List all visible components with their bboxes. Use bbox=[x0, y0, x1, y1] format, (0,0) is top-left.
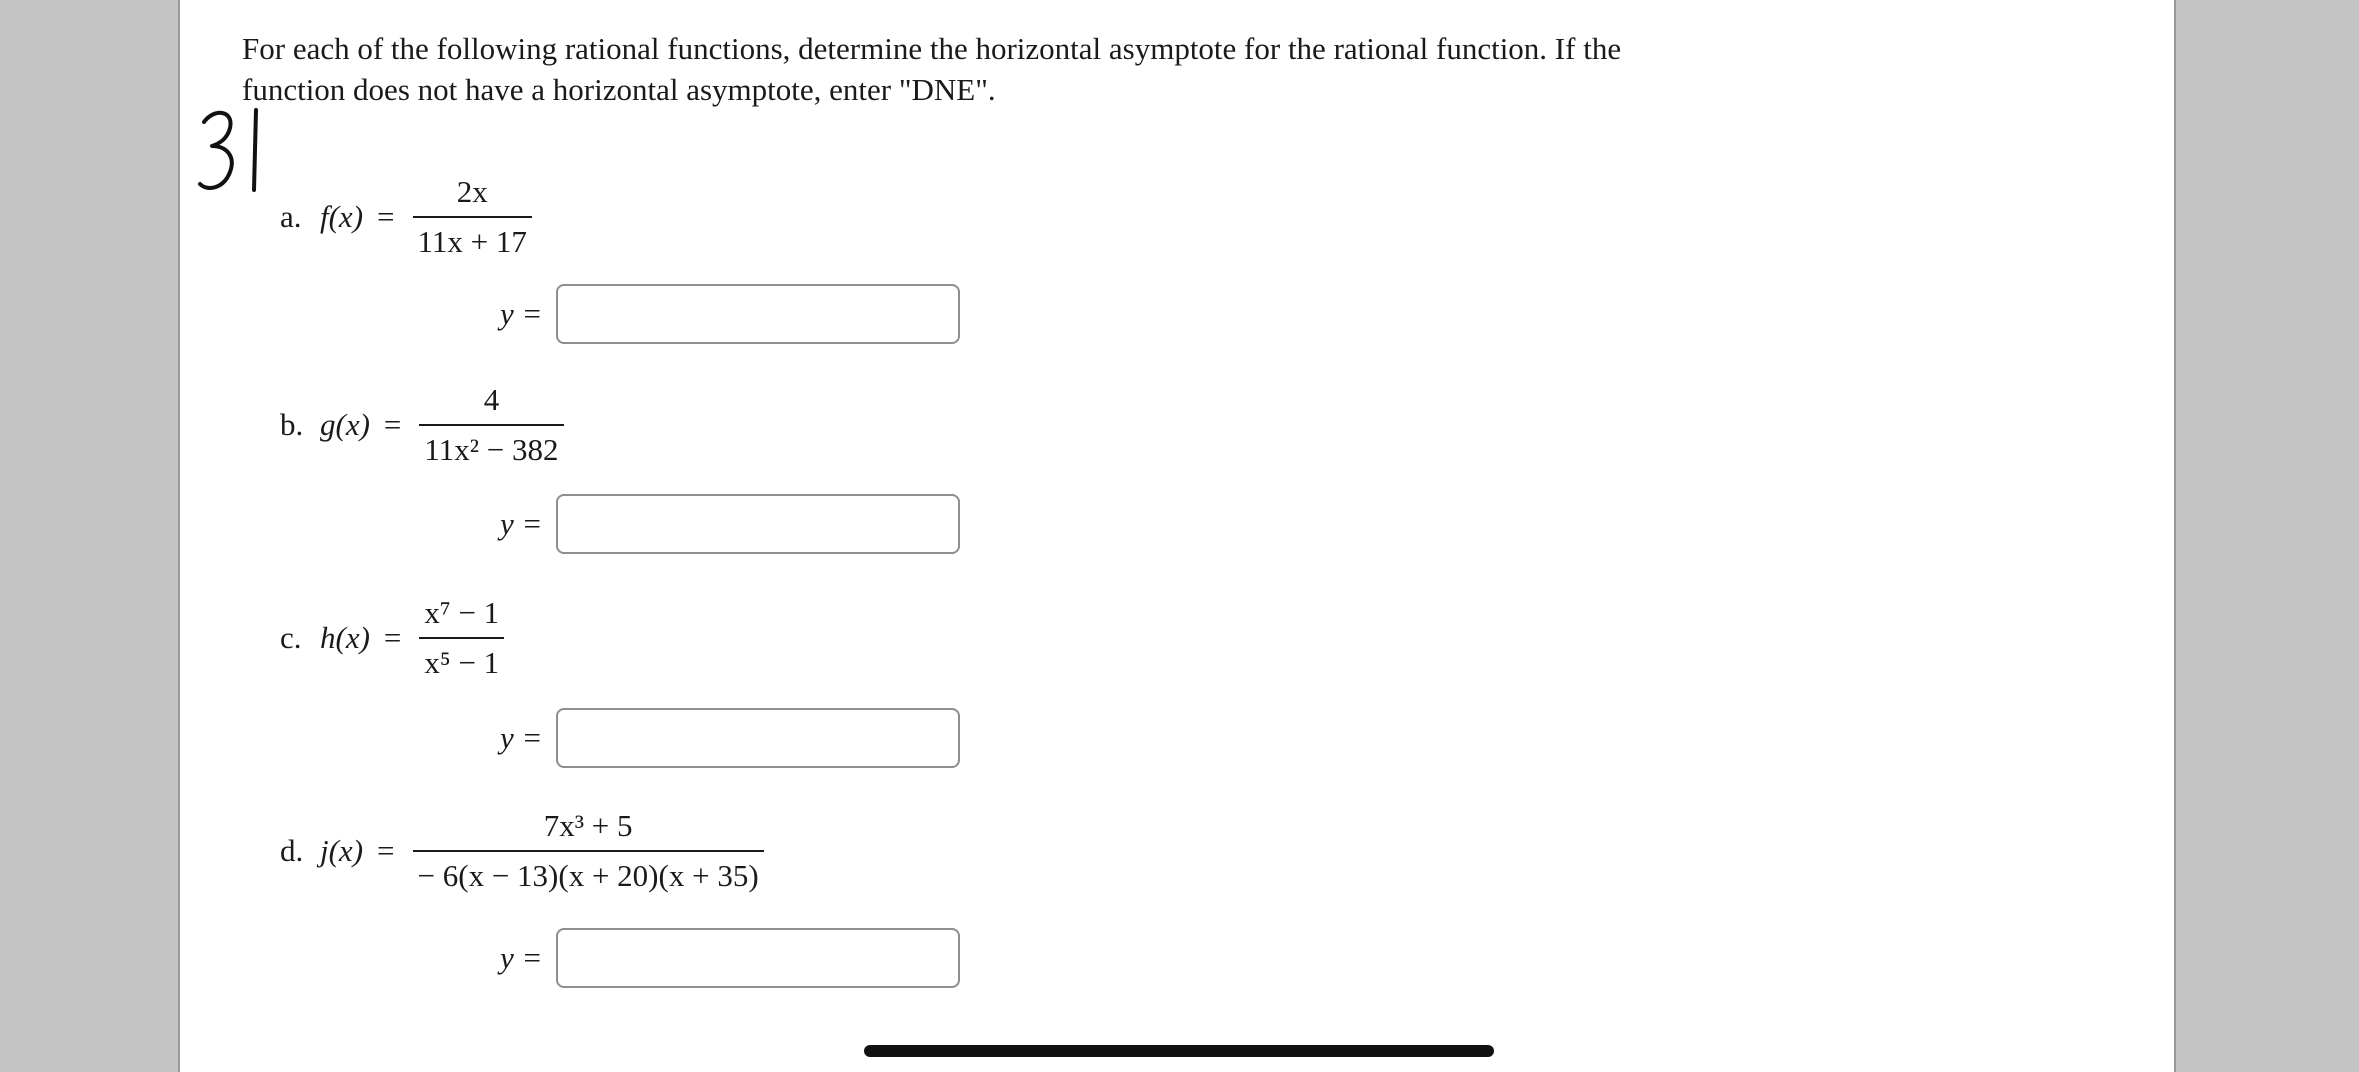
rational-function-fraction bbox=[413, 806, 764, 896]
fraction-bar bbox=[413, 850, 764, 852]
fraction-bar bbox=[419, 424, 563, 426]
answer-lhs: y = bbox=[500, 720, 543, 755]
instructions-text: For each of the following rational functions, determine the horizontal asymptote for the rational function. If the function does not have a horizontal asymptote, enter "DNE". bbox=[242, 31, 1622, 107]
equals-sign: = bbox=[383, 407, 402, 442]
function-name: g(x) bbox=[320, 407, 370, 442]
function-name: h(x) bbox=[320, 620, 370, 655]
answer-row-d bbox=[500, 928, 960, 988]
worksheet-page bbox=[178, 0, 2176, 1072]
equals-sign: = bbox=[377, 833, 395, 868]
answer-lhs: y = bbox=[500, 506, 543, 541]
numerator: 4 bbox=[483, 382, 500, 417]
problem-b bbox=[280, 380, 564, 470]
rational-function-fraction bbox=[413, 172, 532, 262]
answer-input-c[interactable] bbox=[556, 708, 960, 768]
problem-d bbox=[280, 806, 764, 896]
answer-lhs: y = bbox=[500, 940, 543, 975]
handwritten-31-annotation bbox=[196, 104, 276, 200]
denominator: − 6(x − 13)(x + 20)(x + 35) bbox=[417, 858, 759, 893]
function-name: j(x) bbox=[320, 833, 364, 868]
denominator: 11x² − 382 bbox=[424, 432, 559, 467]
answer-lhs: y = bbox=[500, 296, 543, 331]
denominator: 11x + 17 bbox=[417, 224, 527, 259]
answer-input-b[interactable] bbox=[556, 494, 960, 554]
equals-sign: = bbox=[383, 620, 402, 655]
problem-c bbox=[280, 593, 504, 683]
denominator: x⁵ − 1 bbox=[424, 645, 500, 680]
fraction-bar bbox=[419, 637, 504, 639]
problem-label: b. bbox=[280, 407, 304, 442]
answer-row-a bbox=[500, 284, 960, 344]
problem-label: d. bbox=[280, 833, 304, 868]
numerator: 7x³ + 5 bbox=[543, 808, 633, 843]
answer-input-d[interactable] bbox=[556, 928, 960, 988]
function-name: f(x) bbox=[320, 199, 364, 234]
problem-a bbox=[280, 172, 532, 262]
rational-function-fraction bbox=[419, 593, 504, 683]
fraction-bar bbox=[413, 216, 532, 218]
numerator: x⁷ − 1 bbox=[424, 595, 500, 630]
problem-label: c. bbox=[280, 620, 302, 655]
equals-sign: = bbox=[377, 199, 395, 234]
answer-row-b bbox=[500, 494, 960, 554]
problem-label: a. bbox=[280, 199, 302, 234]
numerator: 2x bbox=[456, 174, 488, 209]
rational-function-fraction bbox=[419, 380, 563, 470]
answer-input-a[interactable] bbox=[556, 284, 960, 344]
home-indicator-bar[interactable] bbox=[864, 1045, 1494, 1057]
answer-row-c bbox=[500, 708, 960, 768]
